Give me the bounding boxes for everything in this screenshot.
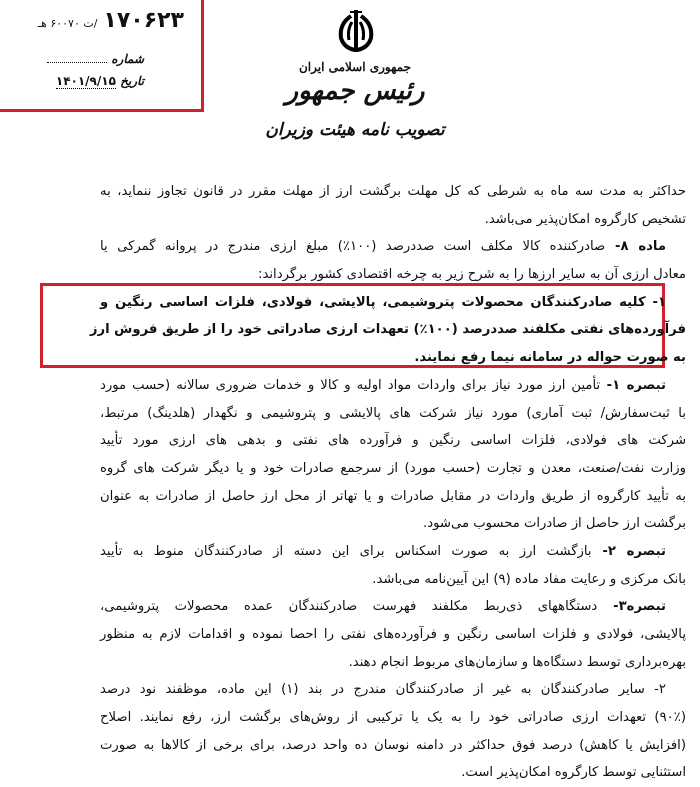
- letter-number: [14, 8, 184, 33]
- line-text: شرکت های فولادی، فلزات اساسی رنگین و فرآورده های نفتی و بدهی های ارزی مورد تأیید: [100, 433, 686, 449]
- date-row: [24, 74, 144, 89]
- text-line: [100, 732, 686, 760]
- text-line: [100, 206, 686, 234]
- text-line: [100, 400, 686, 428]
- text-line: [100, 510, 686, 538]
- line-text: بهره‌برداری توسط دستگاه‌ها و سازمان‌های مربوط انجام دهند.: [348, 654, 686, 670]
- line-text: ۲- سایر صادرکنندگان به غیر از صادرکنندگان مندرج در بند (۱) این ماده، موظفند نود درصد: [100, 682, 666, 698]
- number-row: [24, 52, 144, 66]
- document-body: [89, 178, 686, 787]
- line-text: وزارت نفت/صنعت، معدن و تجارت (حسب مورد) از سرجمع صادرات خود و یا دیگر شرکت های گروه: [100, 460, 686, 476]
- text-line: [100, 178, 686, 206]
- line-text: بانک مرکزی و رعایت مفاد ماده (۹) این آیین‌نامه می‌باشد.: [372, 571, 686, 587]
- line-text: (افزایش یا کاهش) درصد فوق حداکثر در دامنه نوسان ده واحد درصد، برای برخی از کالاها به صورت: [100, 737, 686, 753]
- clause-heading: تبصره ۱-: [600, 377, 666, 393]
- text-line: [89, 316, 686, 344]
- letter-number-main: ۱۷۰۶۲۳: [103, 8, 184, 33]
- line-text: پالایشی، فولادی و فلزات اساسی رنگین و فرآورده‌های نفتی را احصا نموده و اقدامات لازم به منظور: [100, 627, 686, 642]
- line-text: (۹۰٪) تعهدات ارزی صادراتی خود را به یک یا ترکیبی از روش‌های برگشت ارز، رفع نمایند. اصلاح: [100, 710, 686, 726]
- line-text: تشخیص کارگروه امکان‌پذیر می‌باشد.: [484, 211, 686, 227]
- text-line: [100, 289, 686, 317]
- republic-title: جمهوری اسلامی ایران: [298, 60, 412, 74]
- text-line: [100, 538, 686, 566]
- text-line: [100, 676, 686, 704]
- line-text: به تأیید کارگروه از طریق واردات در مقابل صادرات و یا تهاتر از محل ارز حاصل از صادرات به عنوان: [100, 488, 686, 504]
- cabinet-decree-title: تصویب نامه هیئت وزیران: [265, 120, 445, 140]
- letter-number-stamp: [0, 0, 204, 112]
- line-text: کلیه صادرکنندگان محصولات پتروشیمی، پالایشی، فولادی، فلزات اساسی رنگین و: [100, 294, 646, 310]
- line-text: برگشت ارز حاصل از صادرات محسوب می‌شود.: [423, 516, 686, 532]
- clause-heading: ماده ۸-: [605, 239, 666, 255]
- line-text: به صورت حواله در سامانه نیما رفع نمایند.: [414, 350, 686, 366]
- president-title: رئیس جمهور: [285, 76, 425, 106]
- line-text: بازگشت ارز به صورت اسکناس برای این دسته از صادرکنندگان منوط به تأیید: [100, 543, 592, 559]
- clause-heading: تبصره ۲-: [591, 543, 666, 559]
- text-line: [100, 566, 686, 594]
- text-line: [100, 483, 686, 511]
- text-line: [100, 261, 686, 289]
- text-line: [100, 621, 686, 649]
- clause-heading: تبصره۳-: [597, 599, 666, 615]
- text-line: [100, 649, 686, 677]
- iran-emblem-icon: [333, 8, 379, 56]
- text-line: [100, 759, 686, 787]
- line-text: حداکثر به مدت سه ماه به شرطی که کل مهلت برگشت ارز از مهلت مقرر در قانون تجاوز ننماید، به: [100, 184, 686, 199]
- date-value: ۱۴۰۱/۹/۱۵: [55, 74, 116, 88]
- text-line: [100, 233, 686, 261]
- line-text: معادل ارزی آن به سایر ارزها را به شرح زیر به چرخه اقتصادی کشور برگرداند:: [258, 267, 686, 283]
- line-text: استثنایی توسط کارگروه امکان‌پذیر است.: [461, 765, 686, 781]
- line-text: تأمین ارز مورد نیاز برای واردات مواد اولیه و کالا و خدمات ضروری سالانه (حسب مورد: [100, 377, 601, 393]
- date-label: تاریخ: [120, 74, 144, 88]
- text-line: [100, 704, 686, 732]
- letter-number-suffix: /ت ۶۰۰۷۰ هـ: [37, 17, 98, 30]
- text-line: [100, 593, 686, 621]
- line-text: دستگاههای ذی‌ربط مکلفند فهرست صادرکنندگان عمده محصولات پتروشیمی،: [100, 599, 598, 615]
- text-line: [100, 372, 686, 400]
- line-text: با ثبت‌سفارش/ ثبت آماری) مورد نیاز شرکت های پالایشی و پتروشیمی و نگهدار (هلدینگ) مرتبط،: [100, 405, 686, 421]
- line-text: صادرکننده کالا مکلف است صددرصد (۱۰۰٪) مبلغ ارزی مندرج در پروانه گمرکی یا: [100, 239, 606, 255]
- number-blank: [47, 62, 107, 63]
- text-line: [100, 427, 686, 455]
- text-line: [100, 455, 686, 483]
- line-text: فرآورده‌های نفتی مکلفند صددرصد (۱۰۰٪) تعهدات ارزی صادراتی خود را از طریق فروش ارز: [89, 322, 686, 338]
- number-label: شماره: [111, 52, 144, 66]
- clause-heading: ۱-: [645, 294, 666, 310]
- text-line: [100, 344, 686, 372]
